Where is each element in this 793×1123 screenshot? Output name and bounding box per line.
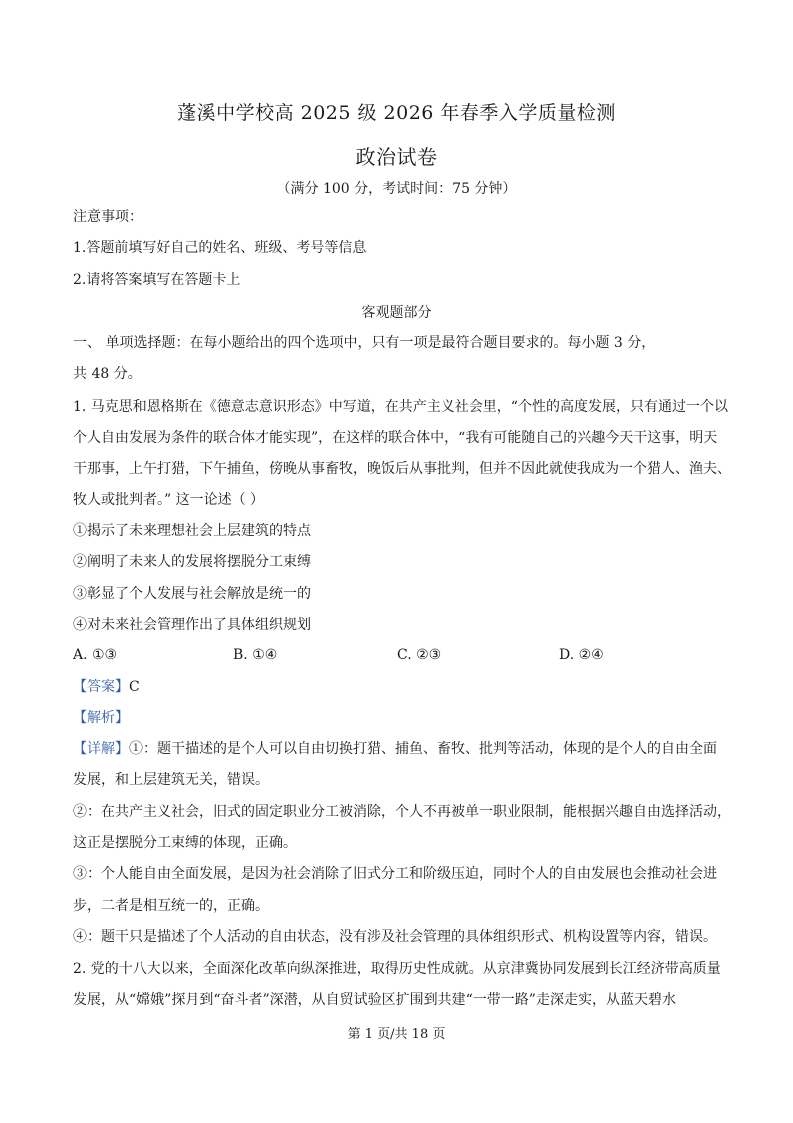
- question-statement: ②阐明了未来人的发展将摆脱分工束缚: [73, 554, 311, 570]
- analysis-line: [73, 708, 721, 728]
- detail-text: 这正是摆脱分工束缚的体现，正确。: [73, 835, 297, 851]
- notes-item: 1.答题前填写好自己的姓名、班级、考号等信息: [73, 240, 367, 256]
- detail-text: ③：个人能自由全面发展，是因为社会消除了旧式分工和阶级压迫，同时个人的自由发展也会推动社会进: [73, 866, 717, 882]
- notes-heading: 注意事项：: [73, 209, 143, 225]
- detail-text: 步，二者是相互统一的，正确。: [73, 898, 269, 914]
- answer-value: C: [129, 679, 140, 695]
- exam-info: （满分 100 分，考试时间：75 分钟）: [276, 181, 517, 197]
- question-statement: ④对未来社会管理作出了具体组织规划: [73, 617, 311, 633]
- detail-line: [73, 739, 721, 759]
- section-title: 客观题部分: [361, 305, 432, 321]
- exam-title: 蓬溪中学校高 2025 级 2026 年春季入学质量检测: [177, 102, 616, 124]
- question-statement: ①揭示了未来理想社会上层建筑的特点: [73, 523, 311, 539]
- question-stem: 发展，从“嫦娥”探月到“奋斗者”深潜，从自贸试验区扩围到共建“一带一路”走深走实，从蓝天碧水: [73, 992, 676, 1008]
- question-stem: 个人自由发展为条件的联合体才能实现”，在这样的联合体中，“我有可能随自己的兴趣今天干这事，明天: [73, 430, 718, 446]
- analysis-tag: 【解析】: [73, 710, 129, 726]
- question-stem: 2. 党的十八大以来，全面深化改革向纵深推进，取得历史性成就。从京津冀协同发展到长江经济带高质量: [73, 961, 721, 977]
- question-stem: 干那事，上午打猎，下午捕鱼，傍晚从事畜牧，晚饭后从事批判，但并不因此就使我成为一个猎人、渔夫、: [73, 461, 731, 477]
- option-c: C. ②③: [397, 647, 442, 663]
- question-stem: 牧人或批判者。” 这一论述（ ）: [73, 492, 265, 508]
- question-statement: ③彰显了个人发展与社会解放是统一的: [73, 586, 311, 602]
- detail-tag: 【详解】: [73, 741, 129, 757]
- question-stem: 1. 马克思和恩格斯在《德意志意识形态》中写道，在共产主义社会里，“个性的高度发展，只有通过一个以: [73, 399, 728, 415]
- detail-text: ①：题干描述的是个人可以自由切换打猎、捕鱼、畜牧、批判等活动，体现的是个人的自由全面: [129, 741, 717, 757]
- answer-tag: 【答案】: [73, 679, 129, 695]
- detail-text: ②：在共产主义社会，旧式的固定职业分工被消除，个人不再被单一职业限制，能根据兴趣自由选择活动，: [73, 804, 731, 820]
- option-d: D. ②④: [559, 647, 604, 663]
- page-number: 第 1 页/共 18 页: [347, 1027, 446, 1042]
- section-instruction: 共 48 分。: [73, 366, 142, 382]
- exam-subject: 政治试卷: [355, 145, 438, 169]
- option-b: B. ①④: [233, 647, 278, 663]
- detail-text: 发展，和上层建筑无关，错误。: [73, 772, 269, 788]
- detail-text: ④：题干只是描述了个人活动的自由状态，没有涉及社会管理的具体组织形式、机构设置等内容，错误。: [73, 929, 717, 945]
- notes-item: 2.请将答案填写在答题卡上: [73, 272, 241, 288]
- option-a: A. ①③: [73, 647, 118, 663]
- section-instruction: 一、 单项选择题：在每小题给出的四个选项中，只有一项是最符合题目要求的。每小题 3 分，: [73, 335, 656, 351]
- answer-line: [73, 677, 721, 697]
